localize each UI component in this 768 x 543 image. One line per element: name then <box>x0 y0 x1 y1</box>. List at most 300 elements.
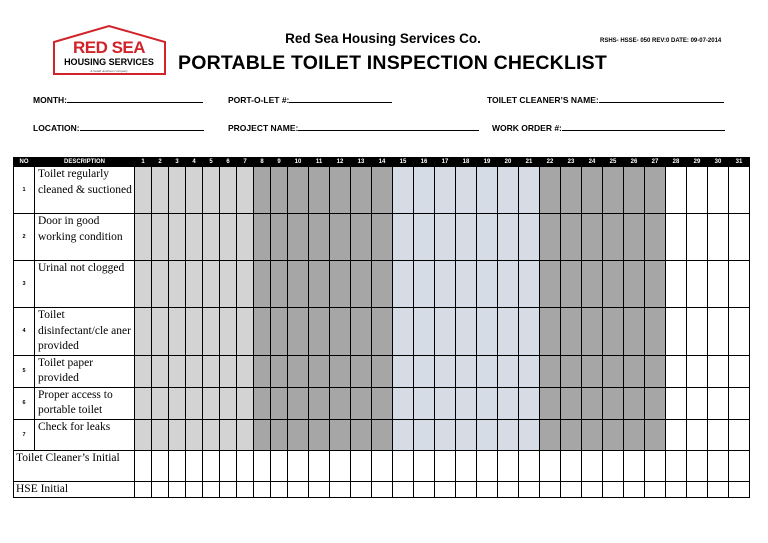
check-cell-day-24[interactable] <box>582 387 603 419</box>
initial-cell-day-24[interactable] <box>582 450 603 481</box>
check-cell-day-28[interactable] <box>666 419 687 450</box>
check-cell-day-18[interactable] <box>456 261 477 308</box>
check-cell-day-22[interactable] <box>540 387 561 419</box>
check-cell-day-30[interactable] <box>708 167 729 214</box>
check-cell-day-26[interactable] <box>624 387 645 419</box>
check-cell-day-20[interactable] <box>498 387 519 419</box>
check-cell-day-27[interactable] <box>645 387 666 419</box>
check-cell-day-5[interactable] <box>203 387 220 419</box>
check-cell-day-17[interactable] <box>435 419 456 450</box>
check-cell-day-1[interactable] <box>135 308 152 356</box>
initial-cell-day-19[interactable] <box>477 481 498 498</box>
initial-cell-day-4[interactable] <box>186 450 203 481</box>
project-name-field[interactable] <box>228 121 479 133</box>
check-cell-day-19[interactable] <box>477 308 498 356</box>
check-cell-day-2[interactable] <box>152 214 169 261</box>
check-cell-day-11[interactable] <box>309 387 330 419</box>
check-cell-day-13[interactable] <box>351 214 372 261</box>
check-cell-day-4[interactable] <box>186 214 203 261</box>
initial-cell-day-29[interactable] <box>687 450 708 481</box>
check-cell-day-18[interactable] <box>456 214 477 261</box>
check-cell-day-9[interactable] <box>271 167 288 214</box>
day-header-7: 7 <box>237 158 254 167</box>
check-cell-day-2[interactable] <box>152 167 169 214</box>
check-cell-day-26[interactable] <box>624 261 645 308</box>
day-header-19: 19 <box>477 158 498 167</box>
check-cell-day-28[interactable] <box>666 308 687 356</box>
location-field[interactable] <box>33 121 204 133</box>
initial-cell-day-13[interactable] <box>351 481 372 498</box>
check-cell-day-18[interactable] <box>456 387 477 419</box>
check-cell-day-27[interactable] <box>645 419 666 450</box>
check-cell-day-9[interactable] <box>271 419 288 450</box>
initial-cell-day-12[interactable] <box>330 481 351 498</box>
check-cell-day-6[interactable] <box>220 308 237 356</box>
check-cell-day-4[interactable] <box>186 261 203 308</box>
initial-cell-day-5[interactable] <box>203 450 220 481</box>
check-cell-day-19[interactable] <box>477 387 498 419</box>
check-cell-day-24[interactable] <box>582 167 603 214</box>
check-cell-day-13[interactable] <box>351 167 372 214</box>
check-cell-day-24[interactable] <box>582 355 603 387</box>
initial-cell-day-31[interactable] <box>729 481 750 498</box>
check-cell-day-25[interactable] <box>603 419 624 450</box>
check-cell-day-25[interactable] <box>603 167 624 214</box>
check-cell-day-8[interactable] <box>254 355 271 387</box>
check-cell-day-3[interactable] <box>169 261 186 308</box>
initial-cell-day-26[interactable] <box>624 481 645 498</box>
check-cell-day-25[interactable] <box>603 355 624 387</box>
initial-cell-day-17[interactable] <box>435 450 456 481</box>
initial-cell-day-1[interactable] <box>135 481 152 498</box>
check-cell-day-7[interactable] <box>237 308 254 356</box>
initial-cell-day-9[interactable] <box>271 450 288 481</box>
check-cell-day-21[interactable] <box>519 308 540 356</box>
initial-cell-day-16[interactable] <box>414 450 435 481</box>
check-cell-day-5[interactable] <box>203 355 220 387</box>
check-cell-day-24[interactable] <box>582 214 603 261</box>
check-cell-day-25[interactable] <box>603 261 624 308</box>
month-input-line[interactable] <box>67 93 203 103</box>
initial-cell-day-5[interactable] <box>203 481 220 498</box>
check-cell-day-27[interactable] <box>645 167 666 214</box>
check-cell-day-5[interactable] <box>203 167 220 214</box>
initial-cell-day-10[interactable] <box>288 481 309 498</box>
day-header-11: 11 <box>309 158 330 167</box>
initial-cell-day-31[interactable] <box>729 450 750 481</box>
initial-cell-day-14[interactable] <box>372 450 393 481</box>
initial-cell-day-8[interactable] <box>254 481 271 498</box>
check-cell-day-1[interactable] <box>135 261 152 308</box>
check-cell-day-20[interactable] <box>498 308 519 356</box>
check-cell-day-16[interactable] <box>414 419 435 450</box>
initial-cell-day-8[interactable] <box>254 450 271 481</box>
check-cell-day-9[interactable] <box>271 308 288 356</box>
initial-cell-day-7[interactable] <box>237 450 254 481</box>
check-cell-day-22[interactable] <box>540 308 561 356</box>
check-cell-day-27[interactable] <box>645 308 666 356</box>
initial-cell-day-18[interactable] <box>456 481 477 498</box>
check-cell-day-3[interactable] <box>169 355 186 387</box>
check-cell-day-29[interactable] <box>687 214 708 261</box>
initial-cell-day-2[interactable] <box>152 450 169 481</box>
initial-cell-day-12[interactable] <box>330 450 351 481</box>
initial-cell-day-23[interactable] <box>561 450 582 481</box>
check-cell-day-17[interactable] <box>435 214 456 261</box>
check-cell-day-23[interactable] <box>561 261 582 308</box>
check-cell-day-23[interactable] <box>561 387 582 419</box>
check-cell-day-7[interactable] <box>237 214 254 261</box>
check-cell-day-21[interactable] <box>519 261 540 308</box>
check-cell-day-13[interactable] <box>351 261 372 308</box>
check-cell-day-5[interactable] <box>203 419 220 450</box>
project-name-input-line[interactable] <box>298 121 479 131</box>
check-cell-day-29[interactable] <box>687 261 708 308</box>
initial-cell-day-17[interactable] <box>435 481 456 498</box>
initial-cell-day-29[interactable] <box>687 481 708 498</box>
check-cell-day-10[interactable] <box>288 261 309 308</box>
check-cell-day-7[interactable] <box>237 261 254 308</box>
check-cell-day-30[interactable] <box>708 419 729 450</box>
check-cell-day-1[interactable] <box>135 167 152 214</box>
check-cell-day-28[interactable] <box>666 355 687 387</box>
check-cell-day-11[interactable] <box>309 214 330 261</box>
check-cell-day-19[interactable] <box>477 355 498 387</box>
check-cell-day-2[interactable] <box>152 387 169 419</box>
check-cell-day-25[interactable] <box>603 308 624 356</box>
check-cell-day-14[interactable] <box>372 419 393 450</box>
check-cell-day-11[interactable] <box>309 355 330 387</box>
check-cell-day-15[interactable] <box>393 167 414 214</box>
check-cell-day-23[interactable] <box>561 419 582 450</box>
check-cell-day-7[interactable] <box>237 387 254 419</box>
check-cell-day-15[interactable] <box>393 419 414 450</box>
check-cell-day-20[interactable] <box>498 167 519 214</box>
check-cell-day-6[interactable] <box>220 419 237 450</box>
check-cell-day-14[interactable] <box>372 167 393 214</box>
initial-cell-day-19[interactable] <box>477 450 498 481</box>
check-cell-day-7[interactable] <box>237 419 254 450</box>
check-cell-day-16[interactable] <box>414 355 435 387</box>
check-cell-day-11[interactable] <box>309 261 330 308</box>
check-cell-day-30[interactable] <box>708 387 729 419</box>
check-cell-day-12[interactable] <box>330 387 351 419</box>
check-cell-day-25[interactable] <box>603 387 624 419</box>
check-cell-day-4[interactable] <box>186 167 203 214</box>
initial-cell-day-13[interactable] <box>351 450 372 481</box>
check-cell-day-18[interactable] <box>456 419 477 450</box>
check-cell-day-24[interactable] <box>582 419 603 450</box>
table-row <box>14 387 750 419</box>
check-cell-day-16[interactable] <box>414 387 435 419</box>
check-cell-day-17[interactable] <box>435 387 456 419</box>
check-cell-day-21[interactable] <box>519 167 540 214</box>
initial-cell-day-15[interactable] <box>393 481 414 498</box>
initial-cell-day-18[interactable] <box>456 450 477 481</box>
work-order-input-line[interactable] <box>562 121 725 131</box>
check-cell-day-10[interactable] <box>288 167 309 214</box>
check-cell-day-26[interactable] <box>624 167 645 214</box>
check-cell-day-29[interactable] <box>687 355 708 387</box>
initial-cell-day-25[interactable] <box>603 481 624 498</box>
initial-cell-day-23[interactable] <box>561 481 582 498</box>
check-cell-day-6[interactable] <box>220 355 237 387</box>
initial-row-label: Toilet Cleaner’s Initial <box>14 450 135 481</box>
check-cell-day-14[interactable] <box>372 355 393 387</box>
check-cell-day-26[interactable] <box>624 308 645 356</box>
check-cell-day-20[interactable] <box>498 419 519 450</box>
check-cell-day-3[interactable] <box>169 214 186 261</box>
check-cell-day-16[interactable] <box>414 308 435 356</box>
port-o-let-field[interactable] <box>228 93 392 105</box>
initial-cell-day-30[interactable] <box>708 450 729 481</box>
check-cell-day-2[interactable] <box>152 355 169 387</box>
check-cell-day-4[interactable] <box>186 308 203 356</box>
check-cell-day-25[interactable] <box>603 214 624 261</box>
check-cell-day-12[interactable] <box>330 355 351 387</box>
check-cell-day-31[interactable] <box>729 214 750 261</box>
check-cell-day-21[interactable] <box>519 214 540 261</box>
check-cell-day-19[interactable] <box>477 167 498 214</box>
initial-cell-day-27[interactable] <box>645 481 666 498</box>
check-cell-day-11[interactable] <box>309 419 330 450</box>
check-cell-day-18[interactable] <box>456 308 477 356</box>
check-cell-day-5[interactable] <box>203 308 220 356</box>
check-cell-day-23[interactable] <box>561 167 582 214</box>
check-cell-day-12[interactable] <box>330 214 351 261</box>
check-cell-day-31[interactable] <box>729 308 750 356</box>
initial-cell-day-10[interactable] <box>288 450 309 481</box>
check-cell-day-17[interactable] <box>435 261 456 308</box>
initial-cell-day-14[interactable] <box>372 481 393 498</box>
initial-cell-day-22[interactable] <box>540 481 561 498</box>
check-cell-day-30[interactable] <box>708 355 729 387</box>
check-cell-day-6[interactable] <box>220 387 237 419</box>
check-cell-day-5[interactable] <box>203 261 220 308</box>
cleaner-name-input-line[interactable] <box>599 93 724 103</box>
check-cell-day-31[interactable] <box>729 355 750 387</box>
check-cell-day-8[interactable] <box>254 419 271 450</box>
initial-cell-day-20[interactable] <box>498 450 519 481</box>
check-cell-day-23[interactable] <box>561 355 582 387</box>
check-cell-day-9[interactable] <box>271 387 288 419</box>
check-cell-day-29[interactable] <box>687 387 708 419</box>
check-cell-day-8[interactable] <box>254 308 271 356</box>
check-cell-day-14[interactable] <box>372 214 393 261</box>
day-header-23: 23 <box>561 158 582 167</box>
check-cell-day-26[interactable] <box>624 214 645 261</box>
check-cell-day-11[interactable] <box>309 308 330 356</box>
check-cell-day-15[interactable] <box>393 355 414 387</box>
check-cell-day-20[interactable] <box>498 355 519 387</box>
check-cell-day-11[interactable] <box>309 167 330 214</box>
check-cell-day-16[interactable] <box>414 261 435 308</box>
port-o-let-input-line[interactable] <box>289 93 392 103</box>
check-cell-day-9[interactable] <box>271 261 288 308</box>
check-cell-day-29[interactable] <box>687 419 708 450</box>
initial-cell-day-1[interactable] <box>135 450 152 481</box>
check-cell-day-21[interactable] <box>519 387 540 419</box>
check-cell-day-27[interactable] <box>645 214 666 261</box>
check-cell-day-21[interactable] <box>519 355 540 387</box>
check-cell-day-29[interactable] <box>687 167 708 214</box>
check-cell-day-10[interactable] <box>288 419 309 450</box>
check-cell-day-30[interactable] <box>708 261 729 308</box>
check-cell-day-7[interactable] <box>237 167 254 214</box>
check-cell-day-23[interactable] <box>561 214 582 261</box>
location-input-line[interactable] <box>80 121 204 131</box>
check-cell-day-13[interactable] <box>351 308 372 356</box>
initial-cell-day-21[interactable] <box>519 481 540 498</box>
check-cell-day-13[interactable] <box>351 355 372 387</box>
check-cell-day-27[interactable] <box>645 261 666 308</box>
initial-cell-day-6[interactable] <box>220 450 237 481</box>
check-cell-day-8[interactable] <box>254 167 271 214</box>
check-cell-day-3[interactable] <box>169 308 186 356</box>
check-cell-day-8[interactable] <box>254 261 271 308</box>
check-cell-day-1[interactable] <box>135 355 152 387</box>
cleaner-name-field[interactable] <box>487 93 724 105</box>
check-cell-day-12[interactable] <box>330 419 351 450</box>
check-cell-day-26[interactable] <box>624 355 645 387</box>
check-cell-day-23[interactable] <box>561 308 582 356</box>
check-cell-day-10[interactable] <box>288 308 309 356</box>
check-cell-day-10[interactable] <box>288 355 309 387</box>
initial-cell-day-7[interactable] <box>237 481 254 498</box>
check-cell-day-17[interactable] <box>435 308 456 356</box>
check-cell-day-3[interactable] <box>169 419 186 450</box>
initial-cell-day-16[interactable] <box>414 481 435 498</box>
check-cell-day-8[interactable] <box>254 214 271 261</box>
check-cell-day-24[interactable] <box>582 261 603 308</box>
check-cell-day-15[interactable] <box>393 308 414 356</box>
check-cell-day-14[interactable] <box>372 387 393 419</box>
check-cell-day-15[interactable] <box>393 214 414 261</box>
work-order-field[interactable] <box>492 121 725 133</box>
check-cell-day-1[interactable] <box>135 214 152 261</box>
check-cell-day-6[interactable] <box>220 214 237 261</box>
check-cell-day-4[interactable] <box>186 355 203 387</box>
check-cell-day-15[interactable] <box>393 387 414 419</box>
initial-cell-day-24[interactable] <box>582 481 603 498</box>
check-cell-day-28[interactable] <box>666 261 687 308</box>
check-cell-day-30[interactable] <box>708 308 729 356</box>
initial-cell-day-30[interactable] <box>708 481 729 498</box>
check-cell-day-3[interactable] <box>169 167 186 214</box>
check-cell-day-8[interactable] <box>254 387 271 419</box>
check-cell-day-31[interactable] <box>729 261 750 308</box>
check-cell-day-3[interactable] <box>169 387 186 419</box>
check-cell-day-13[interactable] <box>351 419 372 450</box>
check-cell-day-26[interactable] <box>624 419 645 450</box>
check-cell-day-7[interactable] <box>237 355 254 387</box>
check-cell-day-17[interactable] <box>435 167 456 214</box>
check-cell-day-19[interactable] <box>477 214 498 261</box>
check-cell-day-14[interactable] <box>372 261 393 308</box>
initial-cell-day-25[interactable] <box>603 450 624 481</box>
day-header-6: 6 <box>220 158 237 167</box>
check-cell-day-16[interactable] <box>414 167 435 214</box>
check-cell-day-6[interactable] <box>220 167 237 214</box>
check-cell-day-6[interactable] <box>220 261 237 308</box>
check-cell-day-9[interactable] <box>271 355 288 387</box>
initial-cell-day-11[interactable] <box>309 481 330 498</box>
initial-cell-day-4[interactable] <box>186 481 203 498</box>
initial-cell-day-22[interactable] <box>540 450 561 481</box>
initial-cell-day-21[interactable] <box>519 450 540 481</box>
check-cell-day-21[interactable] <box>519 419 540 450</box>
initial-cell-day-28[interactable] <box>666 450 687 481</box>
check-cell-day-9[interactable] <box>271 214 288 261</box>
check-cell-day-10[interactable] <box>288 214 309 261</box>
check-cell-day-20[interactable] <box>498 261 519 308</box>
initial-cell-day-9[interactable] <box>271 481 288 498</box>
check-cell-day-15[interactable] <box>393 261 414 308</box>
check-cell-day-12[interactable] <box>330 167 351 214</box>
check-cell-day-17[interactable] <box>435 355 456 387</box>
initial-cell-day-26[interactable] <box>624 450 645 481</box>
check-cell-day-31[interactable] <box>729 387 750 419</box>
initial-cell-day-3[interactable] <box>169 481 186 498</box>
check-cell-day-31[interactable] <box>729 419 750 450</box>
check-cell-day-20[interactable] <box>498 214 519 261</box>
check-cell-day-5[interactable] <box>203 214 220 261</box>
check-cell-day-14[interactable] <box>372 308 393 356</box>
check-cell-day-2[interactable] <box>152 261 169 308</box>
initial-cell-day-11[interactable] <box>309 450 330 481</box>
check-cell-day-2[interactable] <box>152 308 169 356</box>
check-cell-day-12[interactable] <box>330 308 351 356</box>
check-cell-day-22[interactable] <box>540 214 561 261</box>
month-field[interactable] <box>33 93 203 105</box>
check-cell-day-18[interactable] <box>456 167 477 214</box>
initial-cell-day-28[interactable] <box>666 481 687 498</box>
check-cell-day-24[interactable] <box>582 308 603 356</box>
check-cell-day-28[interactable] <box>666 387 687 419</box>
initial-cell-day-3[interactable] <box>169 450 186 481</box>
check-cell-day-16[interactable] <box>414 214 435 261</box>
check-cell-day-13[interactable] <box>351 387 372 419</box>
check-cell-day-4[interactable] <box>186 419 203 450</box>
check-cell-day-22[interactable] <box>540 355 561 387</box>
initial-cell-day-15[interactable] <box>393 450 414 481</box>
check-cell-day-27[interactable] <box>645 355 666 387</box>
check-cell-day-19[interactable] <box>477 419 498 450</box>
work-order-label: WORK ORDER #: <box>492 123 562 133</box>
check-cell-day-2[interactable] <box>152 419 169 450</box>
check-cell-day-31[interactable] <box>729 167 750 214</box>
check-cell-day-1[interactable] <box>135 387 152 419</box>
check-cell-day-22[interactable] <box>540 167 561 214</box>
check-cell-day-4[interactable] <box>186 387 203 419</box>
check-cell-day-1[interactable] <box>135 419 152 450</box>
check-cell-day-18[interactable] <box>456 355 477 387</box>
check-cell-day-22[interactable] <box>540 261 561 308</box>
check-cell-day-28[interactable] <box>666 214 687 261</box>
initial-cell-day-6[interactable] <box>220 481 237 498</box>
initial-cell-day-20[interactable] <box>498 481 519 498</box>
check-cell-day-10[interactable] <box>288 387 309 419</box>
check-cell-day-19[interactable] <box>477 261 498 308</box>
check-cell-day-22[interactable] <box>540 419 561 450</box>
check-cell-day-12[interactable] <box>330 261 351 308</box>
initial-cell-day-2[interactable] <box>152 481 169 498</box>
red-sea-logo <box>51 24 168 76</box>
check-cell-day-30[interactable] <box>708 214 729 261</box>
initial-cell-day-27[interactable] <box>645 450 666 481</box>
check-cell-day-28[interactable] <box>666 167 687 214</box>
check-cell-day-29[interactable] <box>687 308 708 356</box>
